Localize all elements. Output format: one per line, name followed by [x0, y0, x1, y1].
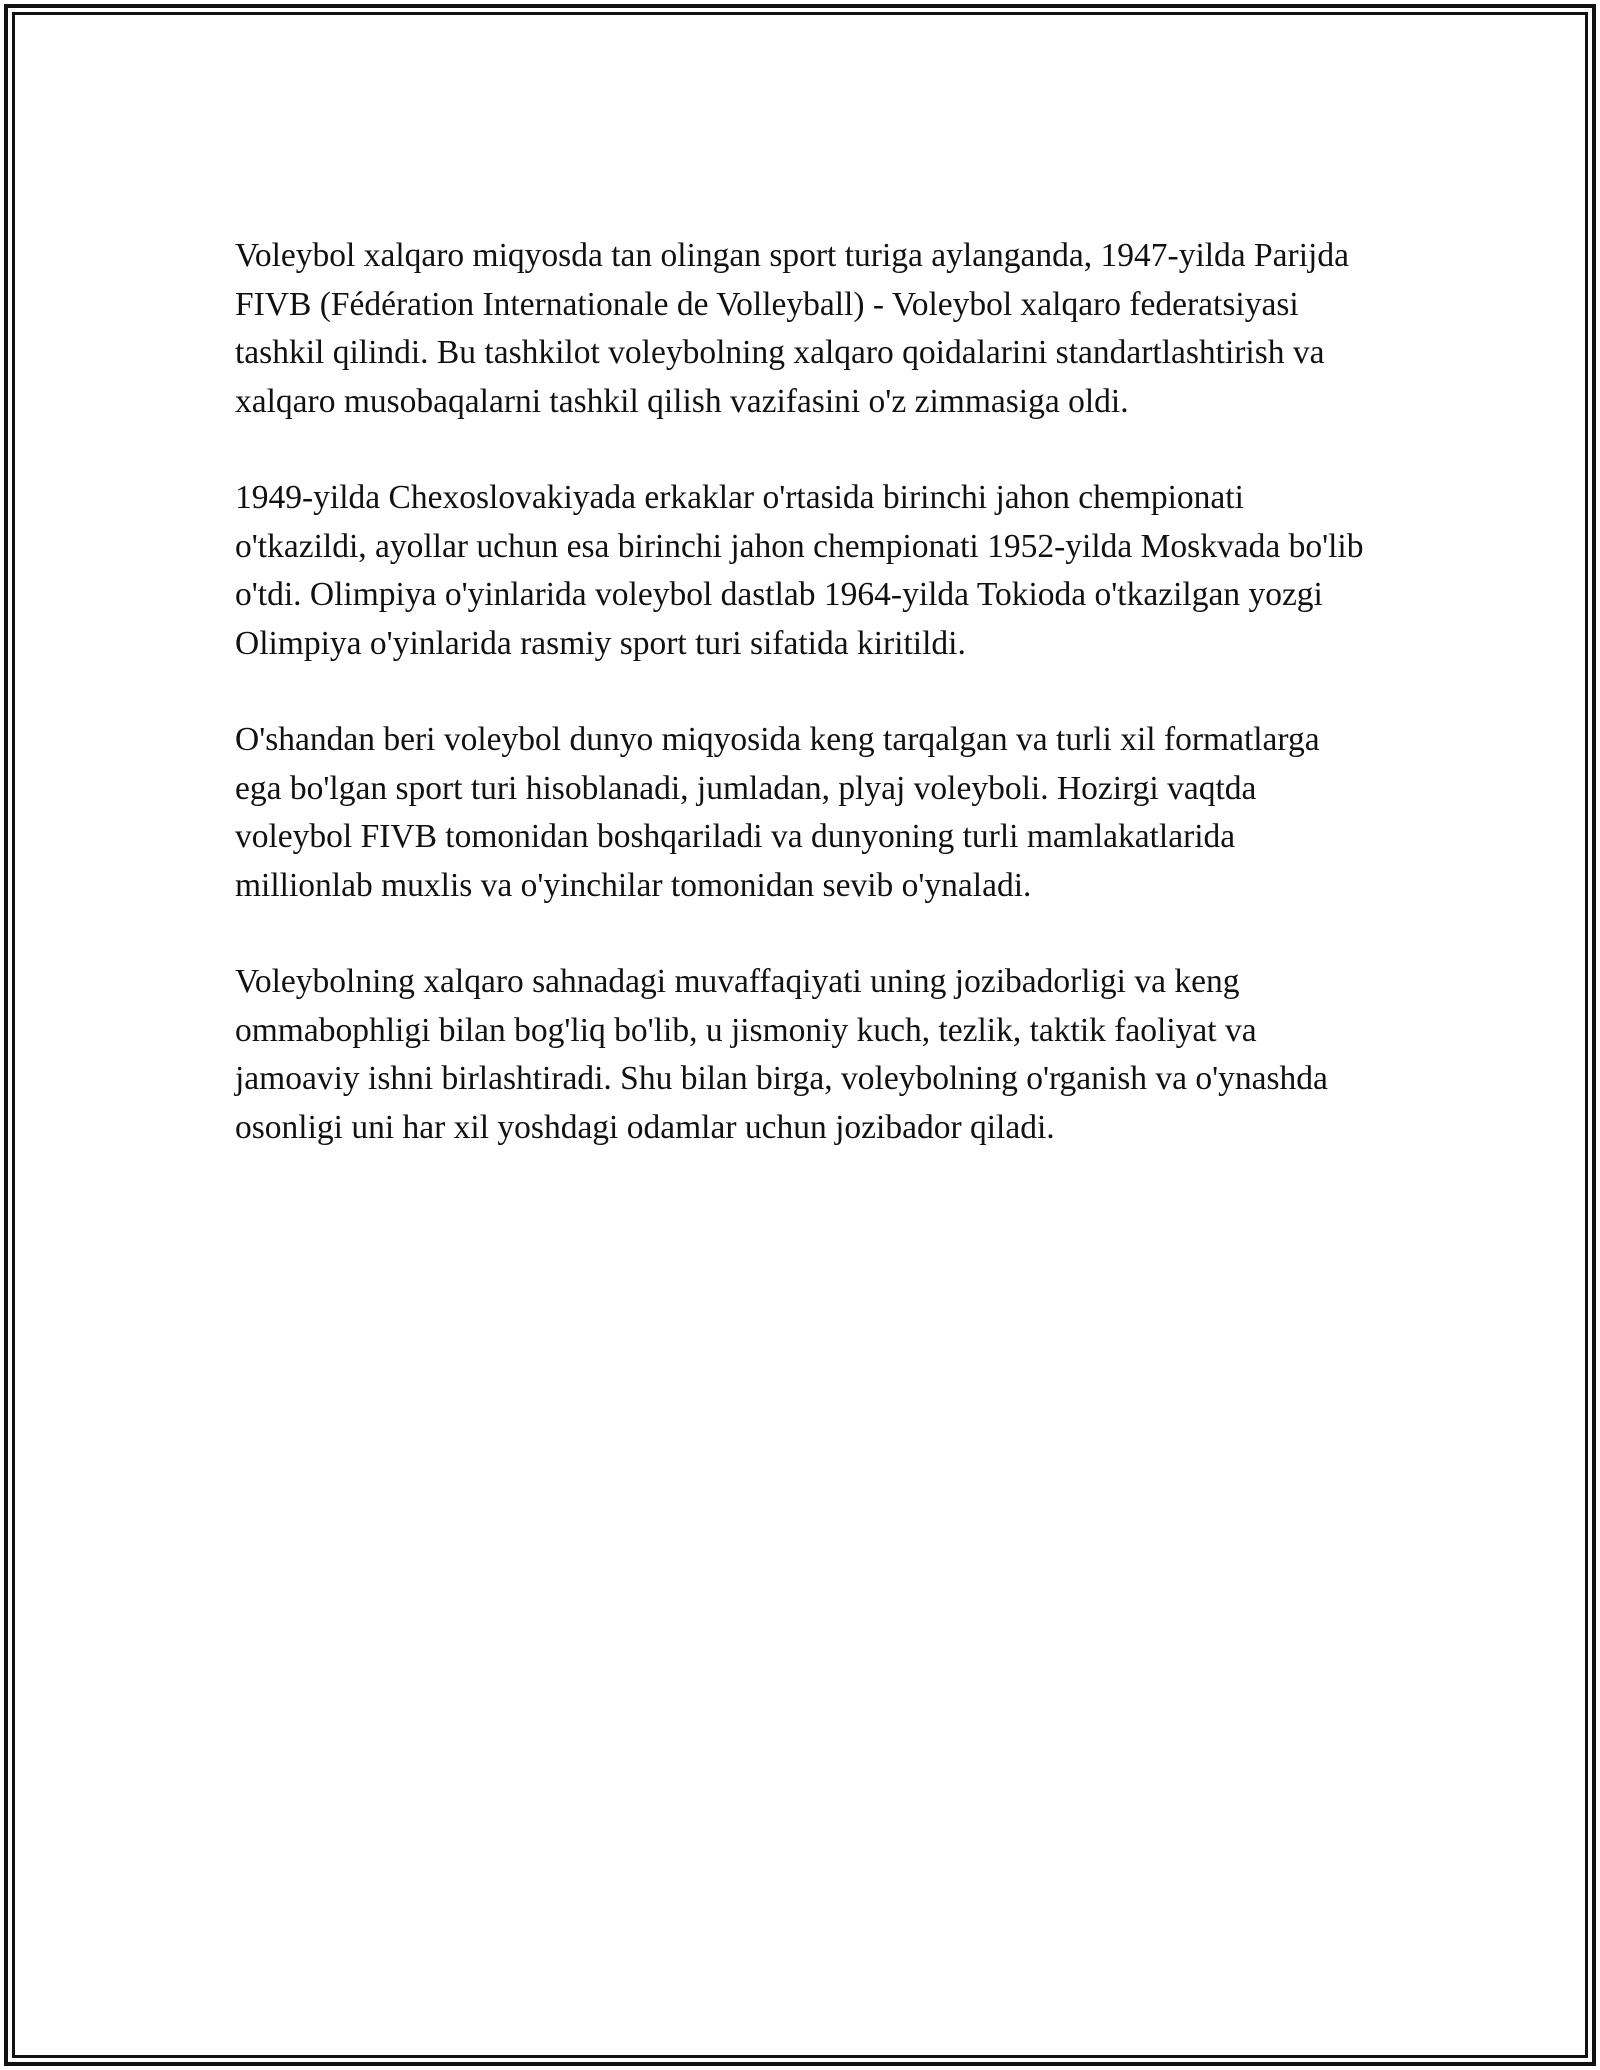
- paragraph-fivb-founding: Voleybol xalqaro miqyosda tan olingan sport turiga aylanganda, 1947-yilda Parijda FIVB (Fédération Internationale de Volleyball) - Voleybol xalqaro federatsiyasi tashkil qilindi. Bu tashkilot voleybolning xalqaro qoidalarini standartlashtirish va xalqaro musobaqalarni tashkil qilish vazifasini o'z zimmasiga oldi.: [235, 237, 1349, 420]
- document-body: [235, 232, 1365, 1200]
- paragraph-world-championships: 1949-yilda Chexoslovakiyada erkaklar o'rtasida birinchi jahon chempionati o'tkazildi, ayollar uchun esa birinchi jahon chempionati 1952-yilda Moskvada bo'lib o'tdi. Olimpiya o'yinlarida voleybol dastlab 1964-yilda Tokioda o'tkazilgan yozgi Olimpiya o'yinlarida rasmiy sport turi sifatida kiritildi.: [235, 479, 1364, 662]
- paragraph-global-popularity: O'shandan beri voleybol dunyo miqyosida keng tarqalgan va turli xil formatlarga ega bo'lgan sport turi hisoblanadi, jumladan, plyaj voleyboli. Hozirgi vaqtda voleybol FIVB tomonidan boshqariladi va dunyoning turli mamlakatlarida millionlab muxlis va o'yinchilar tomonidan sevib o'ynaladi.: [235, 721, 1320, 904]
- paragraph-international-success: Voleybolning xalqaro sahnadagi muvaffaqiyati uning jozibadorligi va keng ommabophligi bilan bog'liq bo'lib, u jismoniy kuch, tezlik, taktik faoliyat va jamoaviy ishni birlashtiradi. Shu bilan birga, voleybolning o'rganish va o'ynashda osonligi uni har xil yoshdagi odamlar uchun jozibador qiladi.: [235, 963, 1328, 1146]
